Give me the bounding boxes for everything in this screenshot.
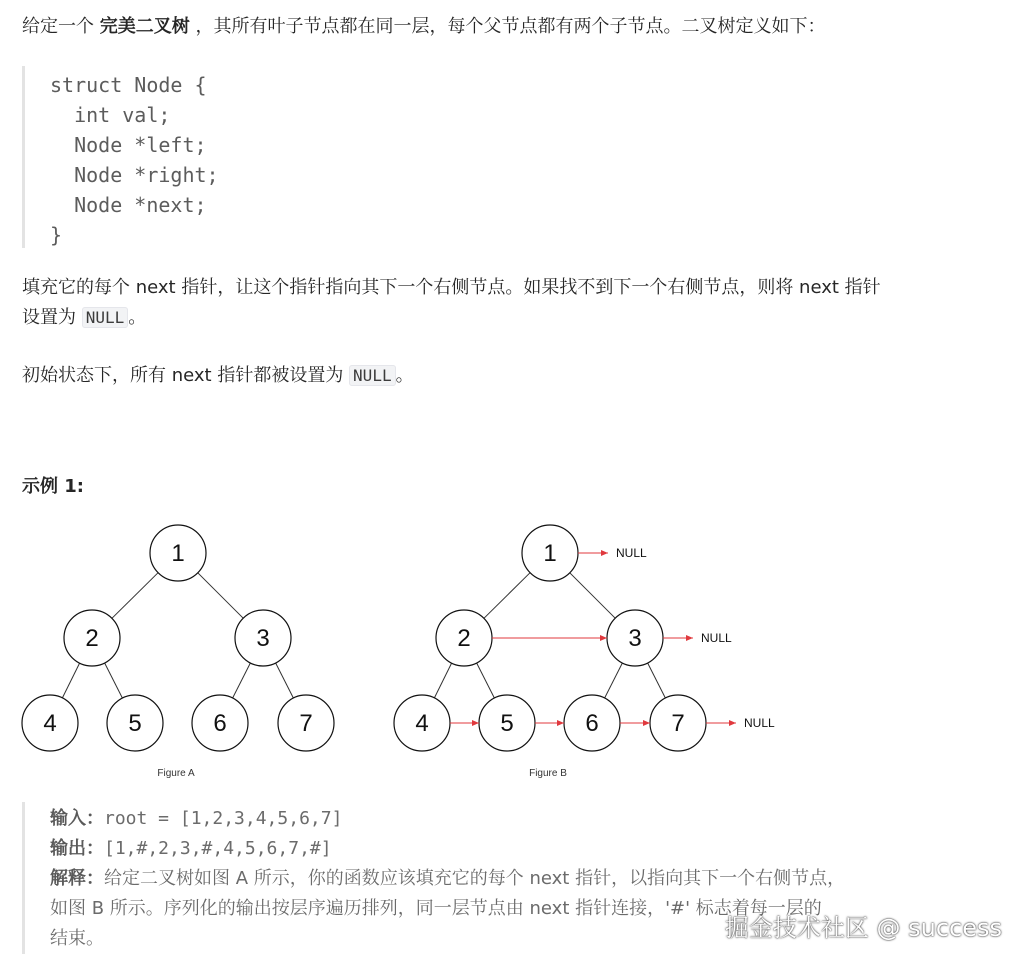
figure-a-caption: Figure A (157, 768, 195, 779)
code-line: Node *right; (74, 163, 219, 187)
code-line: Node *left; (74, 133, 207, 157)
figure-b-node-label: 5 (500, 710, 514, 737)
figure-b (394, 525, 775, 779)
figure-b-node-label: 1 (543, 540, 557, 567)
null-label: NULL (744, 716, 775, 730)
figure-a-edge (105, 663, 123, 698)
figure-b-edge (648, 663, 666, 698)
code-line: } (50, 223, 63, 247)
figure-a-node-label: 2 (85, 625, 99, 652)
figure-b-edge (477, 663, 495, 698)
figure-b-caption: Figure B (529, 768, 567, 779)
figure-b-node-label: 4 (415, 710, 429, 737)
example-title: 示例 1: (22, 476, 84, 497)
null-label: NULL (701, 631, 732, 645)
explain-line-2: 如图 B 所示。序列化的输出按层序遍历排列，同一层节点由 next 指针连接，'#' 标志着每一层的 (50, 898, 822, 919)
figure-b-node-label: 2 (457, 625, 471, 652)
figure-a-edge (233, 663, 251, 698)
figure-b-node-label: 7 (671, 710, 685, 737)
node-struct-code-block (22, 66, 625, 248)
intro-bold: 完美二叉树 (99, 16, 190, 37)
tree-figures (0, 520, 1028, 790)
explain-line-1: 解释：给定二叉树如图 A 所示，你的函数应该填充它的每个 next 指针，以指向其下一个右侧节点， (50, 868, 846, 889)
null-inline-code: NULL (82, 307, 129, 328)
figure-a-node-label: 7 (299, 710, 313, 737)
figure-a (22, 525, 334, 779)
figure-a-node-label: 5 (128, 710, 142, 737)
figure-a-edge (112, 573, 158, 619)
figure-a-node-label: 4 (43, 710, 57, 737)
input-line: 输入：root = [1,2,3,4,5,6,7] (50, 808, 343, 829)
code-lines (25, 66, 625, 250)
next-pointer-paragraph: 填充它的每个 next 指针，让这个指针指向其下一个右侧节点。如果找不到下一个右侧节点，则将 next 指针 设置为 NULL 。 (22, 277, 881, 328)
figure-a-edge (198, 573, 243, 618)
watermark: 掘金技术社区 @ success (724, 914, 1002, 942)
figure-a-node-label: 1 (171, 540, 185, 567)
code-line: Node *next; (74, 193, 207, 217)
figure-a-edge (276, 663, 294, 698)
figure-b-edge (570, 573, 615, 618)
explain-line-3: 结束。 (50, 928, 104, 949)
code-line: struct Node { (50, 73, 207, 97)
output-line: 输出：[1,#,2,3,#,4,5,6,7,#] (50, 838, 332, 859)
figure-b-edge (434, 663, 451, 698)
null-label: NULL (616, 546, 647, 560)
null-inline-code: NULL (349, 365, 396, 386)
initial-state-paragraph: 初始状态下，所有 next 指针都被设置为 NULL 。 (22, 365, 414, 386)
figure-b-edge (484, 573, 530, 619)
figure-a-node-label: 6 (213, 710, 227, 737)
intro-paragraph: 给定一个 完美二叉树 ，其所有叶子节点都在同一层，每个父节点都有两个子节点。二叉树定义如下： (22, 16, 826, 37)
figure-a-edge (62, 663, 79, 698)
figure-b-node-label: 6 (585, 710, 599, 737)
code-line: int val; (74, 103, 171, 127)
figure-b-node-label: 3 (628, 625, 642, 652)
figure-a-node-label: 3 (256, 625, 270, 652)
figure-b-edge (605, 663, 623, 698)
